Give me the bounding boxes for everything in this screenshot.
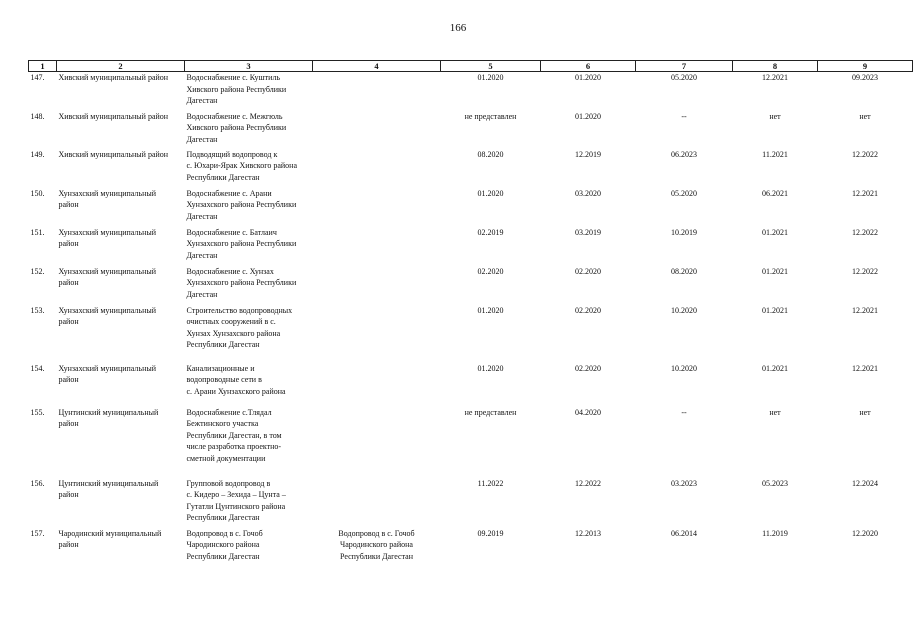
district-cell-line: Хивский муниципальный район	[58, 111, 169, 121]
district-cell-line: район	[58, 490, 79, 499]
table-row	[29, 305, 913, 363]
date-col8: 06.2021	[762, 188, 788, 198]
row-number: 156.	[30, 478, 45, 488]
object-cell-line: Хунзах Хунзахского района	[186, 328, 281, 338]
date-col8: 11.2019	[762, 528, 788, 538]
row-number: 149.	[30, 149, 45, 159]
col-header-4: 4	[313, 61, 441, 72]
object-cell-line: Дагестан	[186, 250, 218, 260]
date-col5: не представлен	[464, 407, 517, 417]
district-cell	[57, 528, 185, 573]
row-number: 155.	[30, 407, 45, 417]
row-number: 151.	[30, 227, 45, 237]
district-cell	[57, 266, 185, 305]
date-col6: 12.2013	[575, 528, 601, 538]
table-row	[29, 72, 913, 111]
date-col6: 03.2020	[575, 188, 601, 198]
col-header-5: 5	[441, 61, 541, 72]
object-cell-line: Хивского района Республики	[186, 84, 287, 94]
date-col5: 02.2020	[477, 266, 504, 276]
date-col7: 10.2019	[671, 227, 697, 237]
table-row	[29, 407, 913, 478]
object-cell	[185, 478, 313, 528]
data-table	[28, 60, 913, 573]
date-col6: 02.2020	[575, 266, 601, 276]
date-col9: 12.2024	[852, 478, 878, 488]
district-cell	[57, 305, 185, 363]
object-cell-line: Водоснабжение с. Межгюль	[186, 111, 283, 121]
date-col6: 01.2020	[575, 111, 601, 121]
col4-cell	[313, 188, 441, 227]
col4-cell	[313, 111, 441, 149]
row-number: 153.	[30, 305, 45, 315]
object-cell-line: Республики Дагестан	[186, 340, 260, 349]
object-cell	[185, 266, 313, 305]
col-header-8: 8	[733, 61, 818, 72]
row-number: 152.	[30, 266, 45, 276]
district-cell-line: Цунтинский муниципальный	[58, 407, 159, 417]
object-cell	[185, 149, 313, 188]
row-number: 154.	[30, 363, 45, 373]
district-cell-line: Хунзахский муниципальный	[58, 305, 157, 315]
object-cell-line: Подводящий водопровод к	[186, 149, 278, 159]
date-col6: 02.2020	[575, 305, 601, 315]
table-row	[29, 528, 913, 573]
object-cell-line: Дагестан	[186, 289, 218, 299]
object-cell	[185, 305, 313, 363]
date-col7: 03.2023	[671, 478, 697, 488]
col-header-2: 2	[57, 61, 185, 72]
date-col5: 02.2019	[477, 227, 504, 237]
col4-cell	[313, 149, 441, 188]
date-col9: 12.2021	[852, 305, 878, 315]
date-col5: 01.2020	[477, 305, 504, 315]
date-col9: 12.2021	[852, 188, 878, 198]
object-cell-line: Дагестан	[186, 96, 218, 105]
date-col7: 05.2020	[671, 188, 697, 198]
date-col7: 06.2023	[671, 149, 697, 159]
object-cell-line: Республики Дагестан	[186, 551, 260, 561]
date-col8: нет	[769, 407, 781, 417]
col4-cell-line: Водопровод в с. Гочоб	[338, 528, 415, 538]
object-cell-line: Канализационные и	[186, 363, 255, 373]
date-col8: нет	[769, 111, 781, 121]
district-cell-line: район	[58, 419, 79, 428]
object-cell-line: Строительство водопроводных	[186, 305, 293, 315]
date-col7: --	[681, 407, 687, 417]
object-cell-line: Водоснабжение с. Куштиль	[186, 73, 281, 82]
object-cell-line: Республики Дагестан	[186, 172, 260, 182]
header-row	[29, 61, 913, 72]
district-cell-line: Хивский муниципальный район	[58, 149, 169, 159]
object-cell-line: с. Кидеро – Зехида – Цунта –	[186, 490, 286, 499]
table-row	[29, 149, 913, 188]
district-cell	[57, 478, 185, 528]
col4-cell	[313, 407, 441, 478]
col4-cell	[313, 305, 441, 363]
district-cell-line: район	[58, 317, 79, 326]
object-cell-line: Бежтинского участка	[186, 419, 259, 428]
date-col5: не представлен	[464, 111, 517, 121]
object-cell-line: Хивского района Республики	[186, 123, 287, 132]
date-col6: 03.2019	[575, 227, 601, 237]
date-col9: 09.2023	[852, 73, 878, 82]
date-col7: --	[681, 111, 687, 121]
col4-cell	[313, 227, 441, 266]
col4-cell	[313, 72, 441, 111]
district-cell	[57, 227, 185, 266]
district-cell-line: район	[58, 239, 79, 248]
col4-cell	[313, 363, 441, 407]
row-number: 150.	[30, 188, 45, 198]
object-cell-line: Водоснабжение с. Арани	[186, 188, 272, 198]
row-number: 148.	[30, 111, 45, 121]
col4-cell	[313, 528, 441, 573]
object-cell-line: Водоснабжение с. Батлаич	[186, 227, 277, 237]
date-col5: 01.2020	[477, 73, 504, 82]
object-cell-line: числе разработка проектно-	[186, 442, 282, 451]
col-header-3: 3	[185, 61, 313, 72]
object-cell	[185, 528, 313, 573]
table-row	[29, 266, 913, 305]
date-col9: 12.2020	[852, 528, 878, 538]
district-cell	[57, 72, 185, 111]
object-cell	[185, 407, 313, 478]
district-cell-line: Хунзахский муниципальный	[58, 227, 157, 237]
date-col9: 12.2022	[852, 227, 878, 237]
date-col8: 11.2021	[762, 149, 788, 159]
district-cell-line: район	[58, 375, 79, 384]
object-cell-line: с. Арани Хунзахского района	[186, 386, 286, 396]
date-col6: 12.2019	[575, 149, 601, 159]
table-row	[29, 478, 913, 528]
object-cell-line: Гутатли Цунтинского района	[186, 501, 286, 511]
object-cell-line: Республики Дагестан	[186, 513, 260, 522]
district-cell	[57, 188, 185, 227]
date-col7: 10.2020	[671, 363, 697, 373]
row-number: 157.	[30, 528, 45, 538]
date-col5: 09.2019	[477, 528, 504, 538]
object-cell-line: Водопровод в с. Гочоб	[186, 528, 263, 538]
date-col7: 10.2020	[671, 305, 697, 315]
district-cell-line: Хивский муниципальный район	[58, 73, 169, 82]
date-col7: 05.2020	[671, 73, 697, 82]
district-cell	[57, 407, 185, 478]
col4-cell	[313, 478, 441, 528]
row-number: 147.	[30, 73, 45, 82]
object-cell-line: водопроводные сети в	[186, 375, 262, 384]
object-cell-line: Дагестан	[186, 134, 218, 144]
object-cell-line: очистных сооружений в с.	[186, 317, 276, 326]
district-cell	[57, 363, 185, 407]
date-col9: 12.2021	[852, 363, 878, 373]
date-col9: 12.2022	[852, 149, 878, 159]
date-col9: нет	[859, 407, 871, 417]
col4-cell-line: Чародинского района	[340, 540, 413, 549]
object-cell	[185, 227, 313, 266]
date-col9: нет	[859, 111, 871, 121]
object-cell-line: Хунзахского района Республики	[186, 278, 297, 287]
date-col7: 08.2020	[671, 266, 697, 276]
object-cell-line: Водоснабжение с. Хунзах	[186, 266, 274, 276]
date-col5: 01.2020	[477, 363, 504, 373]
col4-cell	[313, 266, 441, 305]
object-cell	[185, 72, 313, 111]
date-col6: 01.2020	[575, 73, 601, 82]
district-cell-line: район	[58, 200, 79, 209]
table-row	[29, 111, 913, 149]
page-number: 166	[449, 22, 467, 34]
date-col6: 12.2022	[575, 478, 601, 488]
object-cell-line: Хунзахского района Республики	[186, 200, 297, 209]
date-col5: 11.2022	[477, 478, 504, 488]
district-cell-line: Хунзахский муниципальный	[58, 266, 157, 276]
object-cell-line: Водоснабжение с.Тлядал	[186, 407, 272, 417]
date-col6: 02.2020	[575, 363, 601, 373]
table-row	[29, 363, 913, 407]
object-cell-line: сметной документации	[186, 453, 266, 463]
date-col8: 01.2021	[762, 266, 788, 276]
date-col5: 08.2020	[477, 149, 504, 159]
object-cell-line: Чародинского района	[186, 540, 260, 549]
table-row	[29, 227, 913, 266]
object-cell-line: с. Юхари-Ярак Хивского района	[186, 161, 298, 170]
object-cell-line: Групповой водопровод в	[186, 478, 271, 488]
object-cell	[185, 188, 313, 227]
district-cell	[57, 149, 185, 188]
object-cell-line: Республики Дагестан, в том	[186, 430, 282, 440]
district-cell-line: район	[58, 540, 79, 549]
col-header-9: 9	[818, 61, 913, 72]
district-cell-line: Цунтинский муниципальный	[58, 478, 159, 488]
object-cell	[185, 363, 313, 407]
table-body	[29, 72, 913, 573]
col4-cell-line: Республики Дагестан	[339, 551, 414, 561]
date-col9: 12.2022	[852, 266, 878, 276]
date-col8: 01.2021	[762, 363, 788, 373]
table-row	[29, 188, 913, 227]
col-header-1: 1	[29, 61, 57, 72]
col-header-7: 7	[636, 61, 733, 72]
col-header-6: 6	[541, 61, 636, 72]
date-col8: 01.2021	[762, 227, 788, 237]
object-cell-line: Хунзахского района Республики	[186, 239, 297, 248]
district-cell-line: Хунзахский муниципальный	[58, 363, 157, 373]
object-cell-line: Дагестан	[186, 211, 218, 221]
date-col8: 05.2023	[762, 478, 788, 488]
district-cell-line: Хунзахский муниципальный	[58, 188, 157, 198]
date-col7: 06.2014	[671, 528, 697, 538]
date-col8: 12.2021	[762, 73, 788, 82]
district-cell	[57, 111, 185, 149]
date-col8: 01.2021	[762, 305, 788, 315]
date-col5: 01.2020	[477, 188, 504, 198]
object-cell	[185, 111, 313, 149]
date-col6: 04.2020	[575, 407, 601, 417]
district-cell-line: Чародинский муниципальный	[58, 528, 162, 538]
district-cell-line: район	[58, 278, 79, 287]
